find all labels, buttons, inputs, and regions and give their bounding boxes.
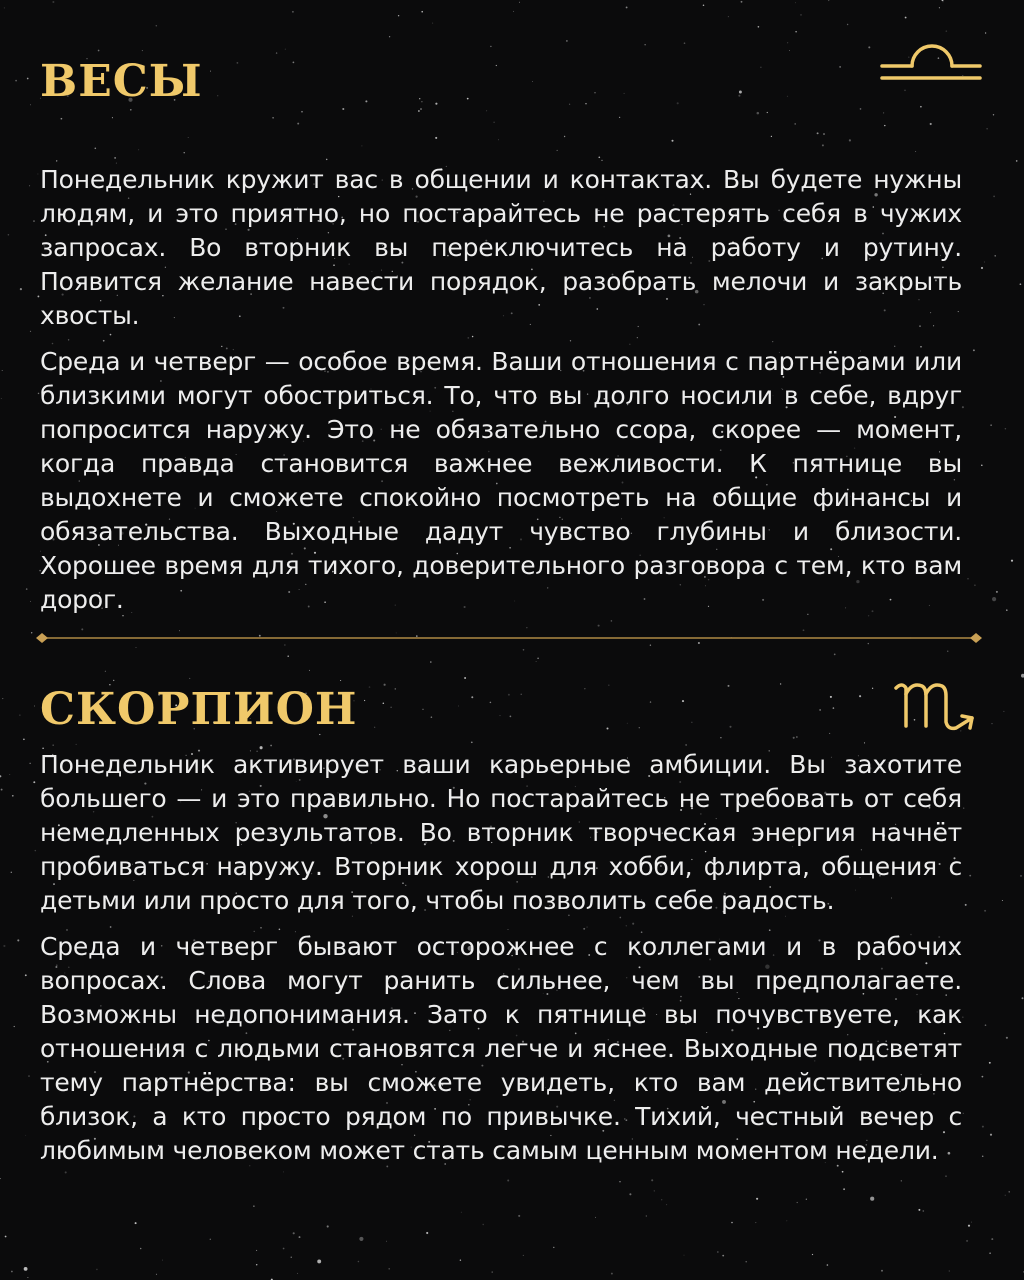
libra-title: ВЕСЫ (40, 56, 203, 107)
libra-forecast (40, 163, 962, 629)
libra-paragraph-1: Понедельник кружит вас в общении и контактах. Вы будете нужны людям, и это приятно, но постарайтесь не растерять себя в чужих запросах. Во вторник вы переключитесь на работу и рутину. Появится желание навести порядок, разобрать мелочи и закрыть хвосты. (40, 165, 962, 330)
scorpio-title: СКОРПИОН (40, 684, 358, 735)
section-divider (32, 628, 986, 648)
scorpio-paragraph-2: Среда и четверг бывают осторожнее с коллегами и в рабочих вопросах. Слова могут ранить сильнее, чем вы предполагаете. Возможны недопонимания. Зато к пятнице вы почувствуете, как отношения с людьми становятся легче и яснее. Выходные подсветят тему партнёрства: вы сможете увидеть, кто вам действительно близок, а кто просто рядом по привычке. Тихий, честный вечер с любимым человеком может стать самым ценным моментом недели. (40, 932, 962, 1165)
libra-paragraph-2: Среда и четверг — особое время. Ваши отношения с партнёрами или близкими могут обостриться. То, что вы долго носили в себе, вдруг попросится наружу. Это не обязательно ссора, скорее — момент, когда правда становится важнее вежливости. К пятнице вы выдохнете и сможете спокойно посмотреть на общие финансы и обязательства. Выходные дадут чувство глубины и близости. Хорошее время для тихого, доверительного разговора с тем, кто вам дорог. (40, 347, 962, 614)
libra-icon (880, 32, 982, 84)
scorpio-paragraph-1: Понедельник активирует ваши карьерные амбиции. Вы захотите большего — и это правильно. Но постарайтесь не требовать от себя немедленных результатов. Во вторник творческая энергия начнёт пробиваться наружу. Вторник хорош для хобби, флирта, общения с детьми или просто для того, чтобы позволить себе радость. (40, 750, 962, 915)
scorpio-icon (892, 676, 980, 738)
scorpio-forecast (40, 748, 962, 1180)
